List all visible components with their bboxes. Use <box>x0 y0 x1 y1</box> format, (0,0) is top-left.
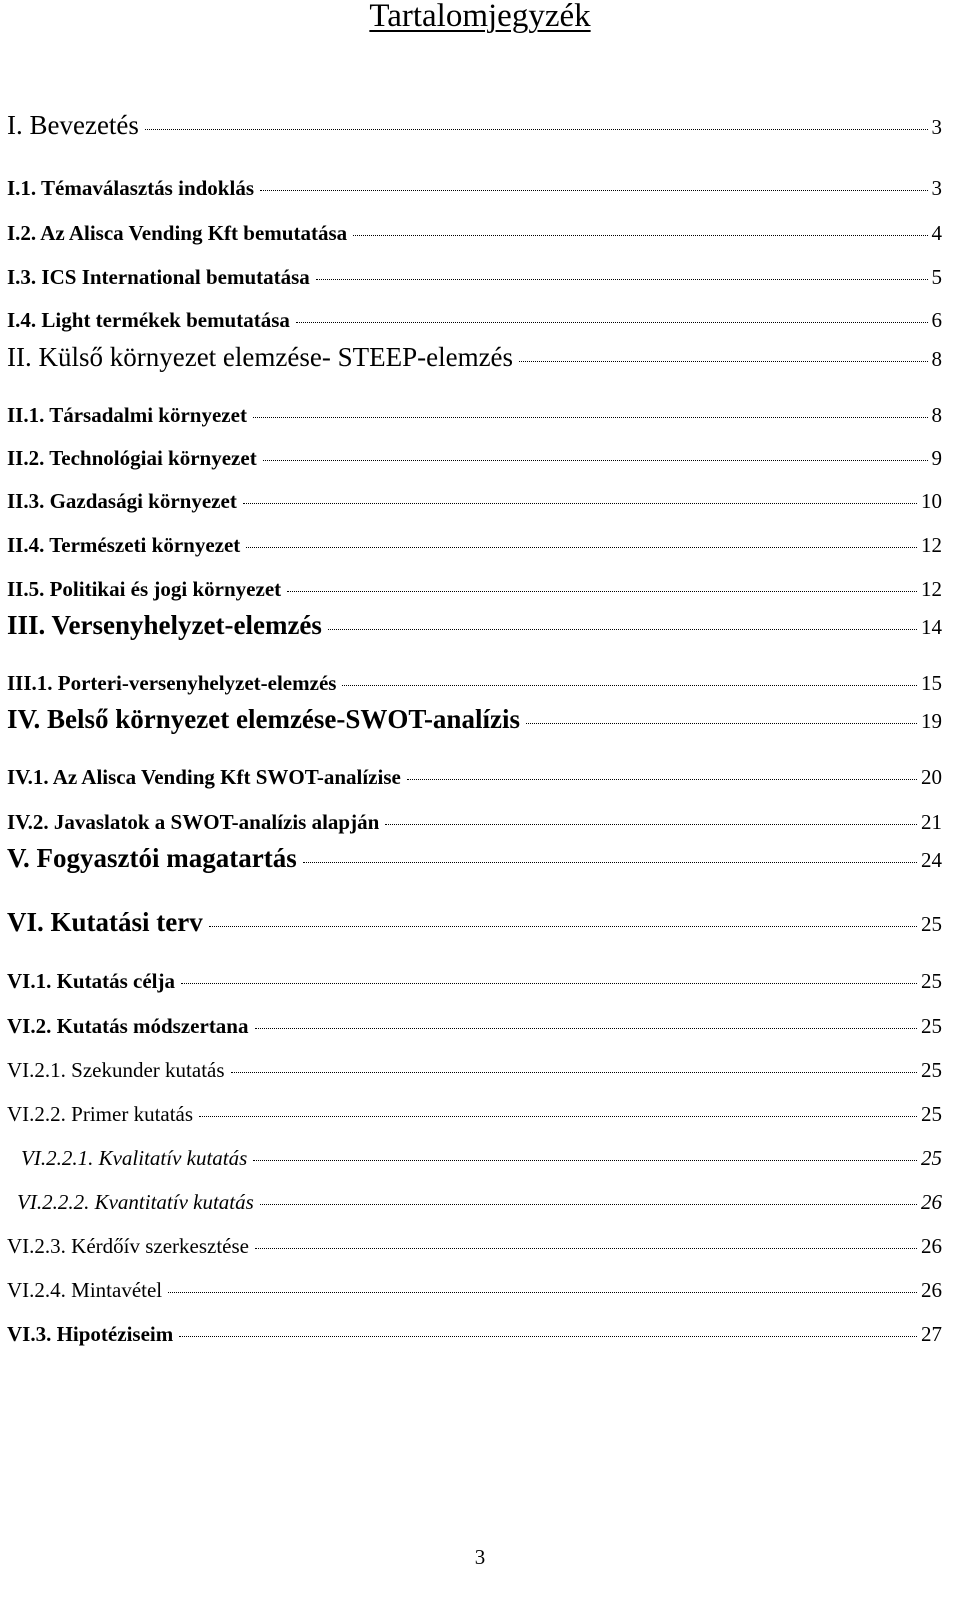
toc-entry-label: IV. Belső környezet elemzése-SWOT-analízis <box>7 704 520 734</box>
toc-entry-label: I. Bevezetés <box>7 110 139 140</box>
toc-entry-page: 12 <box>921 577 942 601</box>
toc-leader <box>407 779 917 780</box>
toc-leader <box>316 279 928 280</box>
toc-entry-label: II. Külső környezet elemzése- STEEP-elemzés <box>7 342 514 372</box>
toc-leader <box>209 926 917 927</box>
toc-leader <box>199 1116 917 1117</box>
toc-entry[interactable] <box>7 907 942 938</box>
toc-entry-page: 24 <box>921 848 942 872</box>
toc-entry-page: 25 <box>921 1102 942 1126</box>
toc-entry-page: 3 <box>931 115 942 139</box>
toc-entry-page: 25 <box>921 1058 942 1082</box>
toc-leader <box>253 1160 917 1161</box>
page-number: 3 <box>474 1545 486 1569</box>
toc-entry-label: II.1. Társadalmi környezet <box>7 403 247 427</box>
page-title: Tartalomjegyzék <box>369 0 591 34</box>
toc-entry-page: 27 <box>921 1322 942 1346</box>
toc-entry-label: VI.2.2. Primer kutatás <box>7 1102 194 1126</box>
toc-leader <box>385 824 917 825</box>
toc-entry[interactable] <box>7 1322 942 1347</box>
toc-entry-page: 10 <box>921 489 942 513</box>
toc-entry[interactable] <box>7 704 942 735</box>
toc-entry-label: I.2. Az Alisca Vending Kft bemutatása <box>7 221 348 245</box>
toc-leader <box>260 190 928 191</box>
toc-leader <box>342 685 917 686</box>
toc-entry-page: 21 <box>921 810 942 834</box>
toc-leader <box>255 1248 917 1249</box>
toc-leader <box>328 629 917 630</box>
table-of-contents <box>7 0 942 1597</box>
toc-entry-label: VI.2.1. Szekunder kutatás <box>7 1058 225 1082</box>
toc-entry[interactable] <box>7 810 942 835</box>
toc-leader <box>243 503 917 504</box>
toc-entry[interactable] <box>7 176 942 201</box>
toc-leader <box>353 235 927 236</box>
toc-entry[interactable] <box>21 1146 942 1171</box>
toc-entry-page: 3 <box>931 176 942 200</box>
toc-entry-page: 25 <box>921 1146 942 1170</box>
toc-entry[interactable] <box>7 1278 942 1303</box>
toc-entry-label: VI.2.4. Mintavétel <box>7 1278 163 1302</box>
toc-entry[interactable] <box>7 969 942 994</box>
toc-leader <box>168 1292 917 1293</box>
toc-entry-page: 25 <box>921 912 942 936</box>
toc-entry[interactable] <box>7 577 942 602</box>
toc-entry-label: VI.1. Kutatás célja <box>7 969 175 993</box>
toc-entry-page: 19 <box>921 709 942 733</box>
toc-entry[interactable] <box>7 533 942 558</box>
toc-entry[interactable] <box>7 308 942 333</box>
toc-leader <box>519 361 927 362</box>
toc-leader <box>296 322 928 323</box>
toc-leader <box>145 129 928 130</box>
toc-entry-label: VI. Kutatási terv <box>7 907 203 937</box>
toc-entry[interactable] <box>7 446 942 471</box>
toc-leader <box>260 1204 917 1205</box>
toc-entry-page: 15 <box>921 671 942 695</box>
toc-entry-page: 26 <box>921 1190 942 1214</box>
toc-entry-page: 12 <box>921 533 942 557</box>
toc-entry-label: I.3. ICS International bemutatása <box>7 265 310 289</box>
toc-entry-label: IV.1. Az Alisca Vending Kft SWOT-analízise <box>7 765 401 789</box>
toc-entry-label: II.2. Technológiai környezet <box>7 446 257 470</box>
toc-entry-label: III. Versenyhelyzet-elemzés <box>7 610 322 640</box>
toc-entry-label: I.4. Light termékek bemutatása <box>7 308 290 332</box>
toc-entry[interactable] <box>7 765 942 790</box>
toc-entry[interactable] <box>17 1190 942 1215</box>
toc-entry-label: III.1. Porteri-versenyhelyzet-elemzés <box>7 671 337 695</box>
toc-entry-label: VI.2.2.2. Kvantitatív kutatás <box>17 1190 254 1214</box>
toc-entry-label: VI.2.2.1. Kvalitatív kutatás <box>21 1146 248 1170</box>
toc-entry-page: 6 <box>931 308 942 332</box>
toc-entry-page: 20 <box>921 765 942 789</box>
toc-leader <box>253 417 928 418</box>
toc-leader <box>179 1336 917 1337</box>
toc-entry-page: 9 <box>931 446 942 470</box>
toc-entry-page: 5 <box>931 265 942 289</box>
toc-entry[interactable] <box>7 489 942 514</box>
toc-entry-page: 8 <box>931 403 942 427</box>
toc-entry-label: II.5. Politikai és jogi környezet <box>7 577 282 601</box>
toc-entry-page: 25 <box>921 1014 942 1038</box>
toc-leader <box>181 983 917 984</box>
toc-entry[interactable] <box>7 221 942 246</box>
toc-entry-page: 25 <box>921 969 942 993</box>
toc-entry-label: I.1. Témaválasztás indoklás <box>7 176 254 200</box>
toc-entry[interactable] <box>7 1058 942 1083</box>
toc-entry-label: VI.2. Kutatás módszertana <box>7 1014 249 1038</box>
toc-entry[interactable] <box>7 403 942 428</box>
toc-entry[interactable] <box>7 1014 942 1039</box>
toc-entry-label: II.4. Természeti környezet <box>7 533 241 557</box>
toc-entry[interactable] <box>7 1234 942 1259</box>
toc-leader <box>231 1072 917 1073</box>
toc-leader <box>526 723 917 724</box>
toc-entry-page: 8 <box>931 347 942 371</box>
toc-entry-label: VI.3. Hipotéziseim <box>7 1322 174 1346</box>
toc-entry-label: V. Fogyasztói magatartás <box>7 843 297 873</box>
toc-entry-page: 14 <box>921 615 942 639</box>
toc-entry-page: 26 <box>921 1278 942 1302</box>
toc-entry[interactable] <box>7 265 942 290</box>
toc-entry-label: IV.2. Javaslatok a SWOT-analízis alapján <box>7 810 380 834</box>
toc-entry[interactable] <box>7 671 942 696</box>
toc-entry[interactable] <box>7 1102 942 1127</box>
toc-entry-label: II.3. Gazdasági környezet <box>7 489 237 513</box>
toc-leader <box>246 547 917 548</box>
toc-entry[interactable] <box>7 110 942 141</box>
toc-entry[interactable] <box>7 342 942 373</box>
toc-leader <box>287 591 917 592</box>
toc-leader <box>263 460 928 461</box>
toc-entry-page: 26 <box>921 1234 942 1258</box>
toc-entry[interactable] <box>7 843 942 874</box>
toc-leader <box>303 862 917 863</box>
toc-leader <box>255 1028 918 1029</box>
toc-entry-page: 4 <box>931 221 942 245</box>
toc-entry[interactable] <box>7 610 942 641</box>
toc-entry-label: VI.2.3. Kérdőív szerkesztése <box>7 1234 249 1258</box>
